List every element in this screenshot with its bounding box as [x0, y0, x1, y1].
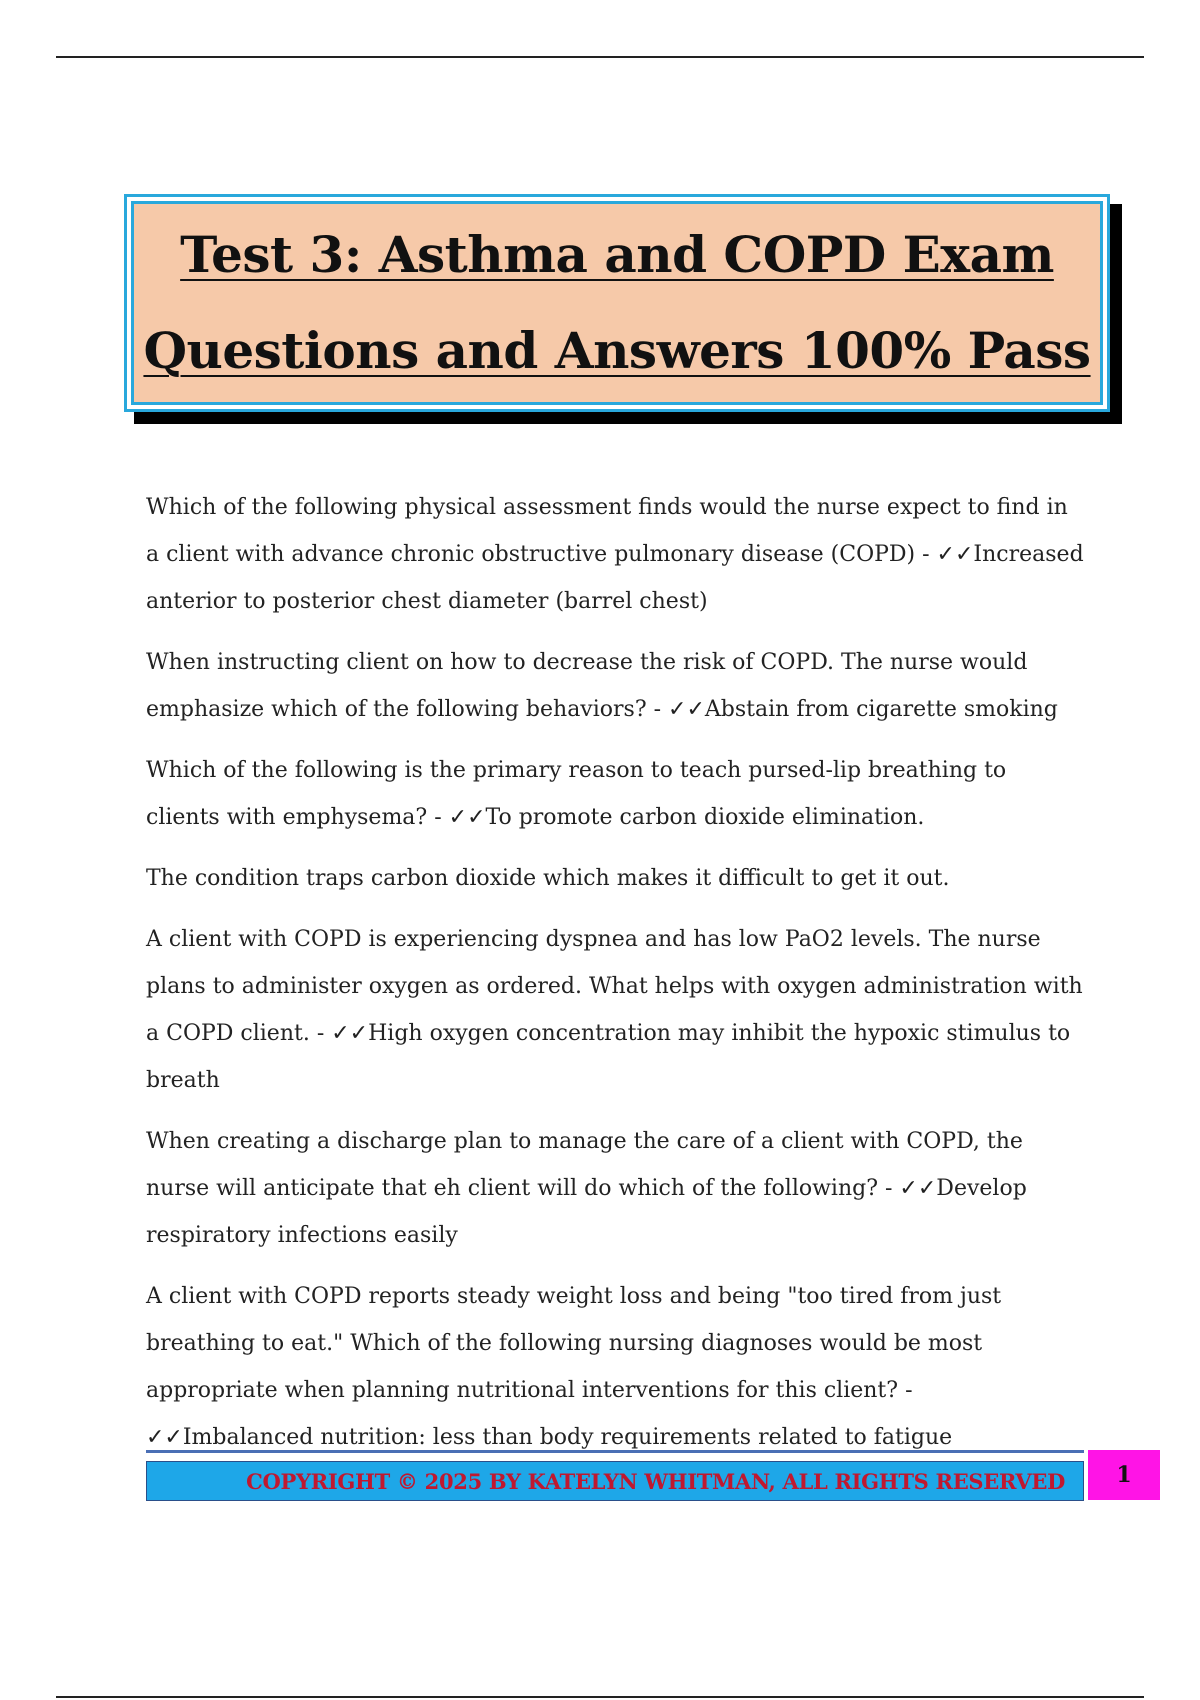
- page-number-box: [1088, 1450, 1160, 1500]
- title-box: [124, 194, 1110, 412]
- qa-item-5: A client with COPD is experiencing dyspnea and has low PaO2 levels. The nurse plans to administer oxygen as ordered. What helps with oxygen administration with a COPD client. - ✓✓High oxygen concentration may inhibit the hypoxic stimulus to breath: [146, 927, 1083, 1093]
- footer-rule: [146, 1450, 1084, 1453]
- bottom-rule: [56, 1696, 1144, 1698]
- footer-bar: [146, 1461, 1084, 1501]
- title-box-inner: [131, 201, 1103, 405]
- qa-content: [146, 484, 1086, 1475]
- qa-item-1: Which of the following physical assessment finds would the nurse expect to find in a client with advance chronic obstructive pulmonary disease (COPD) - ✓✓Increased anterior to posterior chest diameter (barrel chest): [146, 495, 1084, 614]
- title-line-2: Questions and Answers 100% Pass: [143, 321, 1091, 380]
- title-line-1: Test 3: Asthma and COPD Exam: [180, 225, 1054, 284]
- top-rule: [56, 56, 1144, 58]
- qa-item-4: The condition traps carbon dioxide which makes it difficult to get it out.: [146, 866, 950, 891]
- qa-item-3: Which of the following is the primary reason to teach pursed-lip breathing to clients with emphysema? - ✓✓To promote carbon dioxide elimination.: [146, 758, 1007, 830]
- copyright-text: COPYRIGHT © 2025 BY KATELYN WHITMAN, ALL RIGHTS RESERVED: [246, 1468, 1065, 1494]
- qa-item-6: When creating a discharge plan to manage the care of a client with COPD, the nurse will anticipate that eh client will do which of the following? - ✓✓Develop respiratory infections easily: [146, 1129, 1027, 1248]
- qa-item-7: A client with COPD reports steady weight loss and being "too tired from just breathing to eat." Which of the following nursing diagnoses would be most appropriate when planning nutritional interventions for this client? - ✓✓Imbalanced nutrition: less than body requirements related to fatigue: [146, 1284, 1002, 1450]
- qa-item-2: When instructing client on how to decrease the risk of COPD. The nurse would emphasize which of the following behaviors? - ✓✓Abstain from cigarette smoking: [146, 650, 1058, 722]
- page-number: 1: [1116, 1462, 1132, 1488]
